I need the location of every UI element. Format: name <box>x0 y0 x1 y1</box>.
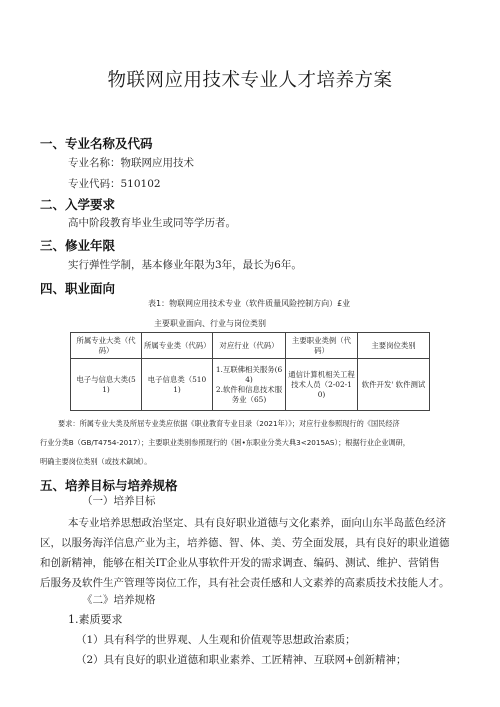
table-cell: 电子与信息大类(51) <box>71 359 142 411</box>
admission-text: 高中阶段教育毕业生或同等学历者。 <box>68 217 236 229</box>
table-subcaption: 主要职业面向、行业与岗位类别 <box>154 319 266 328</box>
table-header: 对应行业（代码） <box>213 333 286 359</box>
table-header-row <box>71 333 430 359</box>
list-item: （1）具有科学的世界观、人生观和价值观等思想政治素质； <box>76 634 356 646</box>
subsection-heading: （一）培养目标 <box>82 495 156 507</box>
table-header: 主要岗位类别 <box>358 333 430 359</box>
paragraph-line: 本专业培养思想政治坚定、具有良好职业道德与文化素养，面向山东半岛蓝色经济 <box>68 517 446 529</box>
table-cell: 1.互联佛相关服务(64) 2.软件和信息技术服务业（65) <box>213 359 286 411</box>
table-note-line: 要求：所属专业大类及所屈专业类应依据《职业教育专业目录（2021年）》；对应行业参照现行的《国民经济 <box>58 419 400 428</box>
table-note-line: 行业分类B（GB/T4754-2017）；主要职业类别参照现行的《困•东职业分类大典3<2015AS）；根据行业企业调研， <box>40 438 410 447</box>
major-code: 专业代码：510102 <box>68 178 161 190</box>
table-note-line: 明确主要岗位类别（或技术飙域）。 <box>40 457 152 466</box>
duration-text: 实行弹性学制，基本修业年限为3年，最长为6年。 <box>68 259 302 271</box>
table-header: 所属专业大类（代码） <box>71 333 142 359</box>
table-row <box>71 359 430 411</box>
section-heading-3: 三、修业年限 <box>40 238 116 253</box>
table-cell: 电子信息类（5101) <box>142 359 213 411</box>
page-title: 物联网应用技术专业人才培养方案 <box>107 70 393 91</box>
table-caption: 表1：物联网应用技术专业（软件质量风险控制方向）£业 <box>148 299 351 308</box>
paragraph-line: 后服务及软件生产管理等岗位工作，具有社会责任感和人文素养的高素质技术技能人才。 <box>40 577 450 589</box>
section-heading-5: 五、培养目标与培养规格 <box>40 478 178 493</box>
subsection-heading: 《二》培养规格 <box>82 594 156 606</box>
paragraph-line: 和创新精神，能够在相关IT企业从事软件开发的需求调查、编码、测试、维护、营销售 <box>40 557 440 569</box>
table-header: 所属专业类（代码） <box>142 333 213 359</box>
section-heading-4: 四、职业面向 <box>40 281 116 296</box>
table-header: 主要职业类例（代码） <box>286 333 358 359</box>
career-table <box>70 332 430 411</box>
paragraph-line: 区，以服务海洋信息产业为主，培养德、智、体、美、劳全面发展，具有良好的职业道德 <box>40 537 450 549</box>
list-heading: 1.素质要求 <box>68 613 123 626</box>
list-item: （2）具有良好的职业道德和职业素养、工匠精神、互联网+创新精神； <box>76 654 407 666</box>
section-heading-1: 一、专业名称及代码 <box>40 136 153 151</box>
section-heading-2: 二、入学要求 <box>40 197 116 212</box>
table-cell: 通信计算机相关工程技术人员（2-02-10) <box>286 359 358 411</box>
major-name: 专业名称：物联网应用技术 <box>68 157 194 169</box>
table-cell: 软件开发' 软件测试 <box>358 359 430 411</box>
